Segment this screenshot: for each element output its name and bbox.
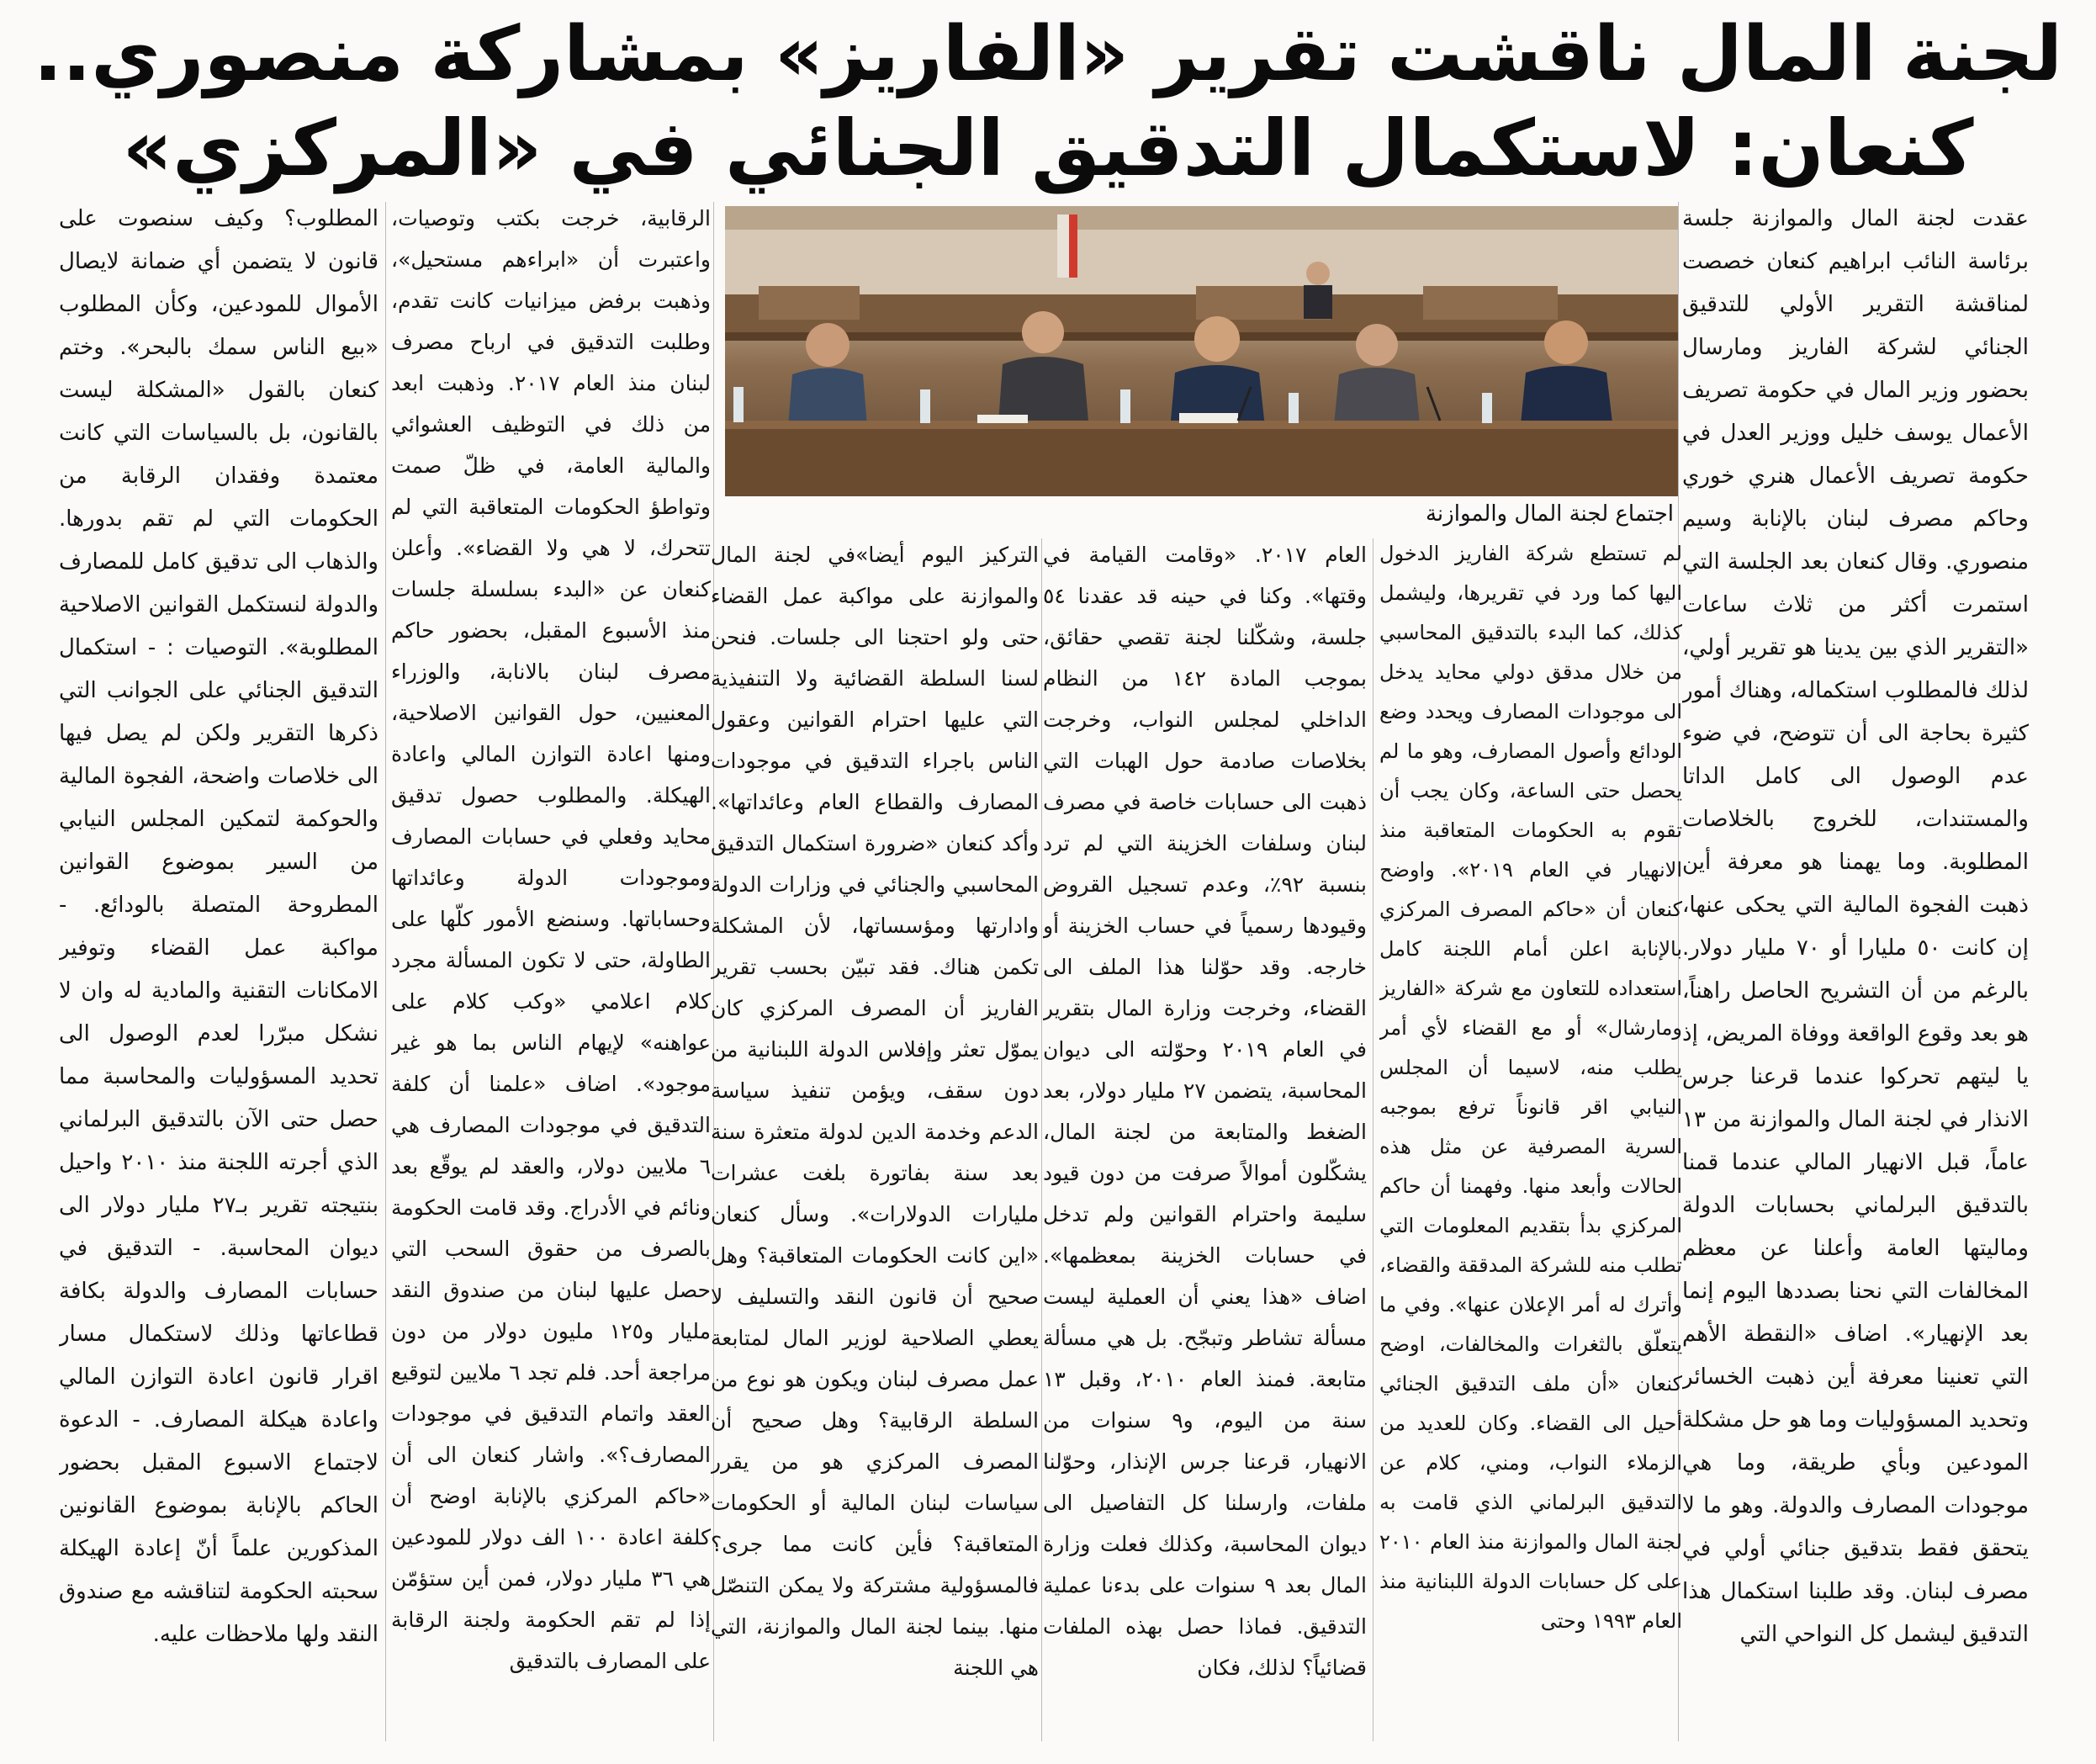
article-text: العام ٢٠١٧. «وقامت القيامة في وقتها». وكنا في حينه قد عقدنا ٥٤ جلسة، وشكّلنا لجنة تقصي حقائق، بموجب المادة ١٤٢ من النظام الداخلي لمجلس النواب، وخرجت بخلاصات صادمة حول الهبات التي ذهبت الى حسابات خاصة في مصرف لبنان وسلفات الخزينة التي لم ترد بنسبة ٩٢٪، وعدم تسجيل القروض وقيودها رسمياً في حساب الخزينة أو خارجه. وقد حوّلنا هذا الملف الى القضاء، وخرجت وزارة المال بتقرير في العام ٢٠١٩ وحوّلته الى ديوان المحاسبة، يتضمن ٢٧ مليار دولار، بعد الضغط والمتابعة من لجنة المال، يشكّلون أموالاً صرفت من دون قيود سليمة واحترام القوانين ولم تدخل في حسابات الخزينة بمعظمها». اضاف «هذا يعني أن العملية ليست مسألة تشاطر وتبجّح. بل هي مسألة متابعة. فمنذ العام ٢٠١٠، وقبل ١٣ سنة من اليوم، و٩ سنوات من الانهيار، قرعنا جرس الإنذار، وحوّلنا ملفات، وارسلنا كل التفاصيل الى ديوان المحاسبة، وكذلك فعلت وزارة المال بعد ٩ سنوات على بدءنا عملية التدقيق. فماذا حصل بهذه الملفات قضائياً؟ لذلك، فكان bbox=[1043, 543, 1367, 1680]
article-text: المطلوب؟ وكيف سنصوت على قانون لا يتضمن أي ضمانة لايصال الأموال للمودعين، وكأن المطلوب «بيع الناس سمك بالبحر». وختم كنعان بالقول «المشكلة ليست بالقانون، بل بالسياسات التي كانت معتمدة وفقدان الرقابة من الحكومات التي لم تقم بدورها. والذهاب الى تدقيق كامل للمصارف والدولة لنستكمل القوانين الاصلاحية المطلوبة». التوصيات : - استكمال التدقيق الجنائي على الجوانب التي ذكرها التقرير ولكن لم يصل فيها الى خلاصات واضحة، الفجوة المالية والحوكمة لتمكين المجلس النيابي من السير بموضوع القوانين المطروحة المتصلة بالودائع. - مواكبة عمل القضاء وتوفير الامكانات التقنية والمادية له وان لا نشكل مبرّرا لعدم الوصول الى تحديد المسؤوليات والمحاسبة مما حصل حتى الآن بالتدقيق البرلماني الذي أجرته اللجنة منذ ٢٠١٠ واحيل بنتيجته تقرير بـ٢٧ مليار دولار الى ديوان المحاسبة. - التدقيق في حسابات المصارف والدولة بكافة قطاعاتها وذلك لاستكمال مسار اقرار قانون اعادة التوازن المالي واعادة هيكلة المصارف. - الدعوة لاجتماع الاسبوع المقبل بحضور الحاكم بالإنابة بموضوع القانونين المذكورين علماً أنّ إعادة الهيكلة سحبته الحكومة لتناقشه مع صندوق النقد ولها ملاحظات عليه. bbox=[59, 206, 378, 1647]
article-column-1 bbox=[1682, 198, 2029, 1747]
article-text: التركيز اليوم أيضا»في لجنة المال والموازنة على مواكبة عمل القضاء حتى ولو احتجنا الى جلسات. فنحن لسنا السلطة القضائية ولا التنفيذية التي عليها احترام القوانين وعقول الناس باجراء التدقيق في موجودات المصارف والقطاع العام وعائداتها». وأكد كنعان «ضرورة استكمال التدقيق المحاسبي والجنائي في وزارات الدولة وادارتها ومؤسساتها، لأن المشكلة تكمن هناك. فقد تبيّن بحسب تقرير الفاريز أن المصرف المركزي كان يموّل تعثر وإفلاس الدولة اللبنانية من دون سقف، ويؤمن تنفيذ سياسة الدعم وخدمة الدين لدولة متعثرة سنة بعد سنة بفاتورة بلغت عشرات مليارات الدولارات». وسأل كنعان «اين كانت الحكومات المتعاقبة؟ وهل صحيح أن قانون النقد والتسليف لا يعطي الصلاحية لوزير المال لمتابعة عمل مصرف لبنان ويكون هو نوع من السلطة الرقابية؟ وهل صحيح أن المصرف المركزي هو من يقرر سياسات لبنان المالية أو الحكومات المتعاقبة؟ فأين كانت مما جرى؟ فالمسؤولية مشتركة ولا يمكن التنصّل منها. بينما لجنة المال والموازنة، التي هي اللجنة bbox=[711, 543, 1039, 1680]
article-column-3 bbox=[1043, 534, 1367, 1747]
column-rule bbox=[385, 202, 386, 1741]
article-column-6 bbox=[59, 198, 378, 1747]
headline-line-2: كنعان: لاستكمال التدقيق الجنائي في «المركزي» bbox=[122, 103, 1974, 193]
article-column-4 bbox=[711, 534, 1039, 1747]
column-rule bbox=[1041, 538, 1042, 1741]
meeting-photo bbox=[725, 206, 1678, 496]
article-text: لم تستطع شركة الفاريز الدخول اليها كما ورد في تقريرها، وليشمل كذلك، كما البدء بالتدقيق المحاسبي من خلال مدقق دولي محايد يدخل الى موجودات المصارف ويحدد وضع الودائع وأصول المصارف، وهو ما لم يحصل حتى الساعة، وكان يجب أن تقوم به الحكومات المتعاقبة منذ الانهيار في العام ٢٠١٩». واوضح كنعان أن «حاكم المصرف المركزي بالإنابة اعلن أمام اللجنة كامل استعداده للتعاون مع شركة «الفاريز ومارشال» أو مع القضاء لأي أمر يطلب منه، لاسيما أن المجلس النيابي اقر قانوناً ترفع بموجبه السرية المصرفية عن مثل هذه الحالات وأبعد منها. وفهمنا أن حاكم المركزي بدأ بتقديم المعلومات التي تطلب منه للشركة المدققة والقضاء، وأترك له أمر الإعلان عنها». وفي ما يتعلّق بالثغرات والمخالفات، اوضح كنعان «أن ملف التدقيق الجنائي أحيل الى القضاء. وكان للعديد من الزملاء النواب، ومني، كلام عن التدقيق البرلماني الذي قامت به لجنة المال والموازنة منذ العام ٢٠١٠ على كل حسابات الدولة اللبنانية منذ العام ١٩٩٣ وحتى bbox=[1379, 542, 1682, 1633]
article-text: الرقابية، خرجت بكتب وتوصيات، واعتبرت أن «ابراءهم مستحيل»، وذهبت برفض ميزانيات كانت تقدم، وطلبت التدقيق في ارباح مصرف لبنان منذ العام ٢٠١٧. وذهبت ابعد من ذلك في التوظيف العشوائي والمالية العامة، في ظلّ صمت وتواطؤ الحكومات المتعاقبة التي لم تتحرك، لا هي ولا القضاء». وأعلن كنعان عن «البدء بسلسلة جلسات منذ الأسبوع المقبل، بحضور حاكم مصرف لبنان بالانابة، والوزراء المعنيين، حول القوانين الاصلاحية، ومنها اعادة التوازن المالي واعادة الهيكلة. والمطلوب حصول تدقيق محايد وفعلي في حسابات المصارف وموجودات الدولة وعائداتها وحساباتها. وسنضع الأمور كلّها على الطاولة، حتى لا تكون المسألة مجرد كلام اعلامي «وكب كلام على عواهنه» لإيهام الناس بما هو غير موجود». اضاف «علمنا أن كلفة التدقيق في موجودات المصارف هي ٦ ملايين دولار، والعقد لم يوقّع بعد ونائم في الأدراج. وقد قامت الحكومة بالصرف من حقوق السحب التي حصل عليها لبنان من صندوق النقد مليار و١٢٥ مليون دولار من دون مراجعة أحد. فلم تجد ٦ ملايين لتوقيع العقد واتمام التدقيق في موجودات المصارف؟». واشار كنعان الى أن «حاكم المركزي بالإنابة اوضح أن كلفة اعادة ١٠٠ الف دولار للمودعين هي ٣٦ مليار دولار، فمن أين ستؤمّن إذا لم تقم الحكومة ولجنة الرقابة على المصارف بالتدقيق bbox=[391, 206, 711, 1673]
headline-line-1: لجنة المال ناقشت تقرير «الفاريز» بمشاركة منصوري.. bbox=[33, 10, 2062, 98]
column-rule bbox=[1373, 538, 1374, 1741]
meeting-photo-illustration bbox=[725, 206, 1678, 496]
article-column-5 bbox=[391, 198, 711, 1747]
article-text: عقدت لجنة المال والموازنة جلسة برئاسة النائب ابراهيم كنعان خصصت لمناقشة التقرير الأولي للتدقيق الجنائي لشركة الفاريز ومارسال بحضور وزير المال في حكومة تصريف الأعمال يوسف خليل ووزير العدل في حكومة تصريف الأعمال هنري خوري وحاكم مصرف لبنان بالإنابة وسيم منصوري. وقال كنعان بعد الجلسة التي استمرت أكثر من ثلاث ساعات «التقرير الذي بين يدينا هو تقرير أولي، لذلك فالمطلوب استكماله، وهناك أمور كثيرة بحاجة الى أن تتوضح، في ضوء عدم الوصول الى كامل الداتا والمستندات، للخروج بالخلاصات المطلوبة. وما يهمنا هو معرفة أين ذهبت الفجوة المالية التي يحكى عنها، إن كانت ٥٠ مليارا أو ٧٠ مليار دولار. بالرغم من أن التشريح الحاصل راهناً، هو بعد وقوع الواقعة ووفاة المريض، إذ يا ليتهم تحركوا عندما قرعنا جرس الانذار في لجنة المال والموازنة من ١٣ عاماً، قبل الانهيار المالي عندما قمنا بالتدقيق البرلماني بحسابات الدولة وماليتها العامة وأعلنا عن معظم المخالفات التي نحنا بصددها اليوم إنما بعد الإنهيار». اضاف «النقطة الأهم التي تعنينا معرفة أين ذهبت الخسائر وتحديد المسؤوليات وما هو حل مشكلة المودعين وبأي طريقة، وما هي موجودات المصارف والدولة. وهو ما لا يتحقق فقط بتدقيق جنائي أولي في مصرف لبنان. وقد طلبنا استكمال هذا التدقيق ليشمل كل النواحي التي bbox=[1682, 206, 2029, 1647]
article-column-2 bbox=[1379, 534, 1682, 1747]
photo-caption: اجتماع لجنة المال والموازنة bbox=[1425, 501, 1674, 527]
